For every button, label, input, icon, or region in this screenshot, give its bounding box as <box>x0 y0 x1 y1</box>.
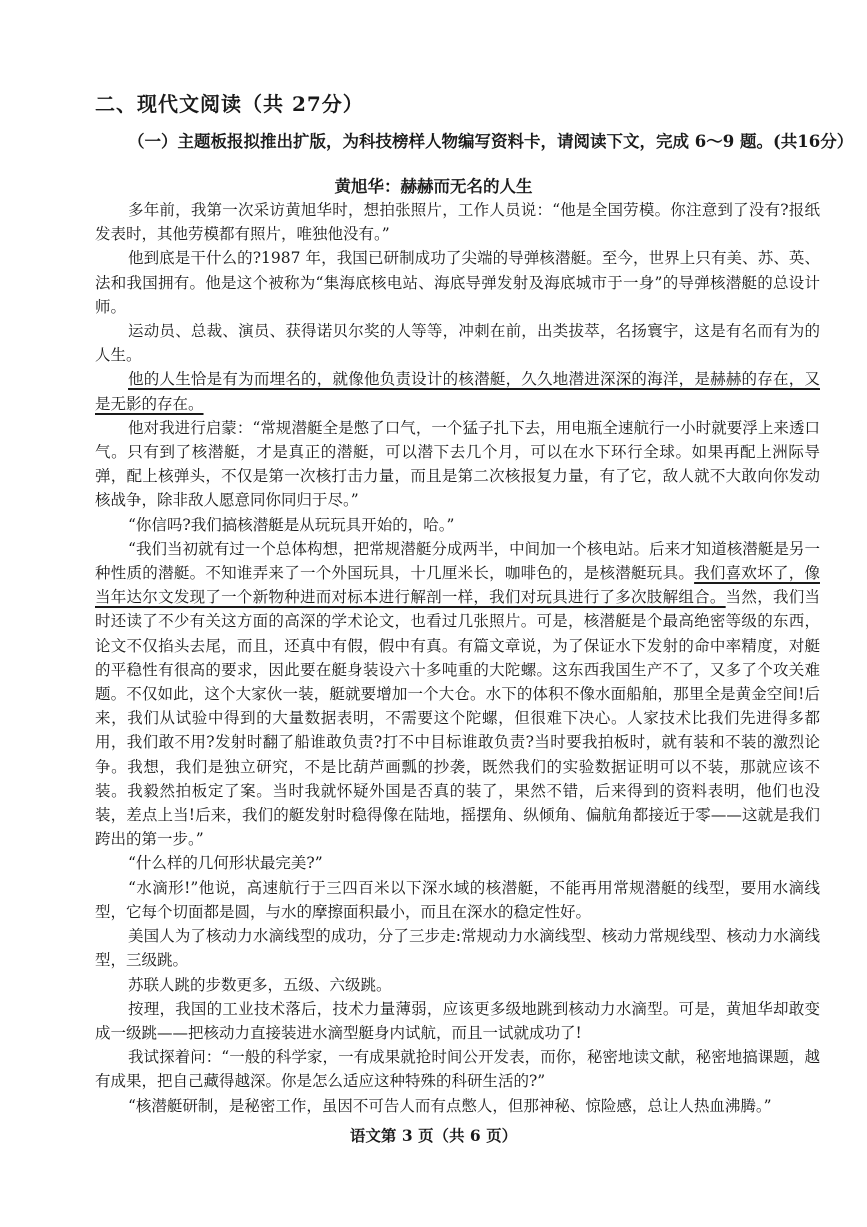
paragraph-text: “我们当初就有过一个总体构想，把常规潜艇分成两半，中间加一个核电站。后来才知道核潜艇是另一种性质的潜艇。不知谁弄来了一个外国玩具，十几厘米长，咖啡色的，是核潜艇玩具。 <box>95 539 820 583</box>
article-paragraph: 他对我进行启蒙：“常规潜艇全是憋了口气，一个猛子扎下去，用电瓶全速航行一小时就要浮上来透口气。只有到了核潜艇，才是真正的潜艇，可以潜下去几个月，可以在水下环行全球。如果再配上洲际导弹，配上核弹头，不仅是第一次核打击力量，而且是第二次核报复力量，有了它，敌人就不大敢向你发动核战争，除非敌人愿意同你同归于尽。” <box>95 418 820 510</box>
page-footer: 语文第 3 页（共 6 页） <box>349 1126 518 1145</box>
underlined-sentence: 他的人生恰是有为而埋名的，就像他负责设计的核潜艇，久久地潜进深深的海洋，是赫赫的存在，又是无影的存在。 <box>95 370 820 413</box>
article-paragraph: 运动员、总裁、演员、获得诺贝尔奖的人等等，冲刺在前，出类拔萃，名扬寰宇，这是有名而有为的人生。 <box>95 322 820 365</box>
article-paragraph: 他到底是干什么的?1987 年，我国已研制成功了尖端的导弹核潜艇。至今，世界上只有美、苏、英、法和我国拥有。他是这个被称为“集海底核电站、海底导弹发射及海底城市于一身”的导弹核潜艇的总设计师。 <box>95 249 820 316</box>
section-title: 二、现代文阅读（共 27分） <box>95 92 364 116</box>
article-paragraph: 我试探着问：“一般的科学家，一有成果就抢时间公开发表，而你，秘密地读文献，秘密地搞课题，越有成果，把自己藏得越深。你是怎么适应这种特殊的科研生活的?” <box>95 1048 820 1091</box>
article-title: 黄旭华：赫赫而无名的人生 <box>334 177 533 196</box>
article-paragraph: 苏联人跳的步数更多，五级、六级跳。 <box>128 975 392 994</box>
article-paragraph <box>95 537 820 852</box>
article-paragraph: “核潜艇研制，是秘密工作，虽因不可告人而有点憋人，但那神秘、惊险感，总让人热血沸腾。” <box>128 1096 772 1115</box>
article-paragraph: “你信吗?我们搞核潜艇是从玩玩具开始的，哈。” <box>128 515 455 534</box>
question-instruction: （一）主题板报拟推出扩版，为科技榜样人物编写资料卡，请阅读下文，完成 6～9 题。(共16分） <box>128 132 854 151</box>
underlined-sentence: 我们喜欢坏了，像当年达尔文发现了一个新物种进而对标本进行解剖一样，我们对玩具进行了多次肢解组合。 <box>95 564 820 607</box>
article-paragraph: 美国人为了核动力水滴线型的成功，分了三步走:常规动力水滴线型、核动力常规线型、核动力水滴线型，三级跳。 <box>95 927 820 970</box>
article-paragraph: 按理，我国的工业技术落后，技术力量薄弱，应该更多级地跳到核动力水滴型。可是，黄旭华却敢变成一级跳——把核动力直接装进水滴型艇身内试航，而且一试就成功了! <box>95 999 820 1042</box>
article-paragraph: “什么样的几何形状最完美?” <box>128 854 323 873</box>
article-paragraph: 多年前，我第一次采访黄旭华时，想拍张照片，工作人员说：“他是全国劳模。你注意到了没有?报纸发表时，其他劳模都有照片，唯独他没有。” <box>95 201 820 244</box>
article-paragraph-underlined <box>95 367 820 415</box>
article-paragraph: “水滴形!”他说，高速航行于三四百米以下深水域的核潜艇，不能再用常规潜艇的线型，要用水滴线型，它每个切面都是圆，与水的摩擦面积最小，而且在深水的稳定性好。 <box>95 878 820 921</box>
paragraph-text: 当然，我们当时还读了不少有关这方面的高深的学术论文，也看过几张照片。可是，核潜艇是个最高绝密等级的东西，论文不仅掐头去尾，而且，还真中有假，假中有真。有篇文章说，为了保证水下发射的命中率精度，对艇的平稳性有很高的要求，因此要在艇身装设六十多吨重的大陀螺。这东西我国生产不了，又多了个攻关难题。不仅如此，这个大家伙一装，艇就要增加一个大仓。水下的体积不像水面船舶，那里全是黄金空间!后来，我们从试验中得到的大量数据表明，不需要这个陀螺，但很难下决心。人家技术比我们先进得多都用，我们敢不用?发射时翻了船谁敢负责?打不中目标谁敢负责?当时要我拍板时，就有装和不装的激烈论争。我想，我们是独立研究，不是比葫芦画瓢的抄袭，既然我们的实验数据证明可以不装，那就应该不装。我毅然拍板定了案。当时我就怀疑外国是否真的装了，果然不错，后来得到的资料表明，他们也没装，差点上当!后来，我们的艇发射时稳得像在陆地，摇摆角、纵倾角、偏航角都接近于零——这就是我们跨出的第一步。” <box>95 588 820 849</box>
article-body <box>95 198 820 1118</box>
